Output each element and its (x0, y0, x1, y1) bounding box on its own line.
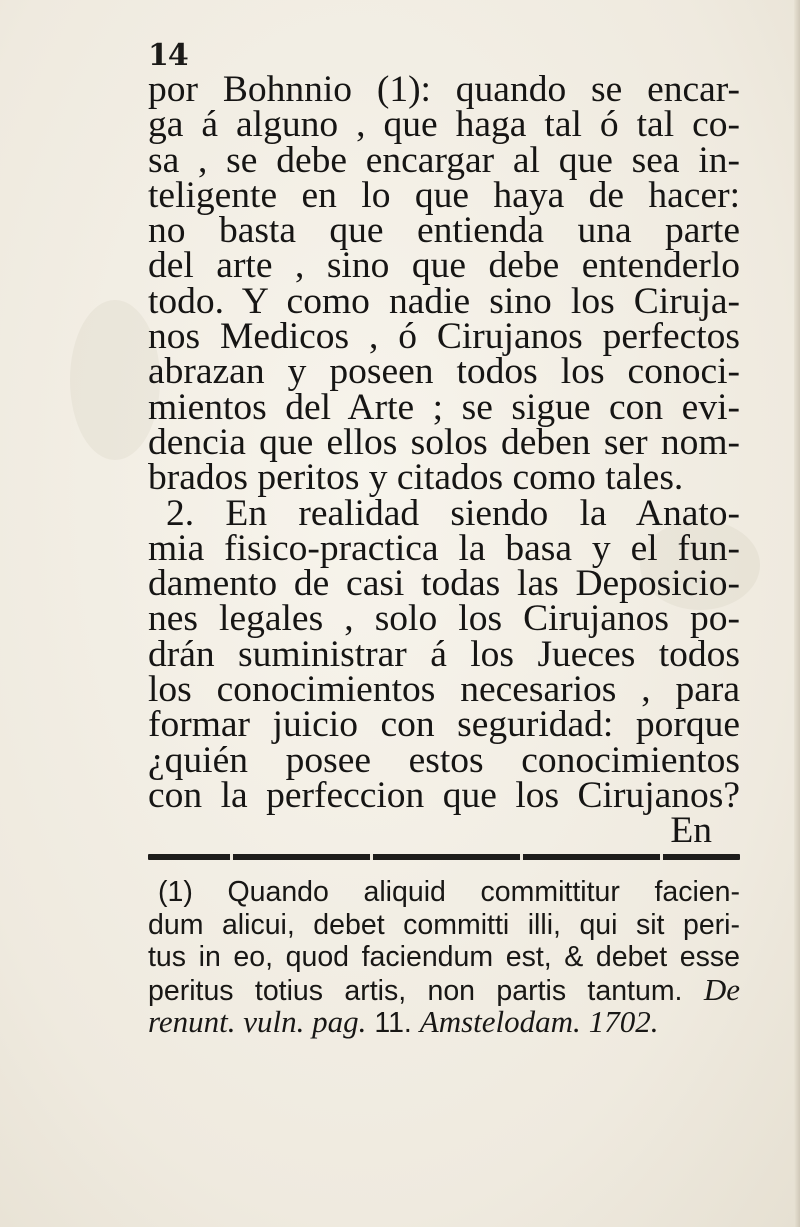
body-text (148, 69, 740, 852)
body-line: sa , se debe encargar al que sea in- (148, 139, 740, 181)
footnote-line: (1) Quando aliquid committitur facien- (158, 876, 740, 908)
footnote (148, 876, 740, 1039)
body-line: todo. Y como nadie sino los Ciruja- (148, 280, 740, 322)
body-line: ga á alguno , que haga tal ó tal co- (148, 104, 740, 146)
rule-gap (370, 854, 373, 860)
paragraph-start-line: 2. En realidad siendo la Anato- (166, 492, 740, 534)
footnote-text: peritus totius artis, non partis tantum. (148, 974, 683, 1007)
body-line: damento de casi todas las Deposicio- (148, 563, 740, 605)
body-line: por Bohnnio (1): quando se encar- (148, 69, 740, 110)
body-line: teligente en lo que haya de hacer: (148, 174, 740, 216)
footnote-rule (148, 854, 740, 860)
body-line: no basta que entienda una parte (148, 210, 740, 252)
body-line: nes legales , solo los Cirujanos po- (148, 598, 740, 640)
body-line: dencia que ellos solos deben ser nom- (148, 421, 740, 463)
rule-gap (230, 854, 233, 860)
body-line: brados peritos y citados como tales. (148, 457, 684, 499)
footnote-citation: renunt. vuln. pag. (148, 1004, 367, 1040)
body-line: mientos del Arte ; se sigue con evi- (148, 386, 740, 428)
footnote-line (148, 1006, 740, 1039)
footnote-citation: De (703, 971, 740, 1007)
footnote-line: tus in eo, quod faciendum est, & debet esse (148, 941, 740, 974)
body-line: abrazan y poseen todos los conoci- (148, 351, 740, 393)
body-line: ¿quién posee estos conocimientos (148, 739, 740, 781)
page-number: 14 (148, 38, 188, 73)
body-line: mia fisico-practica la basa y el fun- (148, 527, 740, 569)
footnote-line: dum alicui, debet committi illi, qui sit peri- (148, 908, 740, 941)
rule-gap (660, 854, 663, 860)
footnote-line (148, 971, 740, 1007)
footnote-page: 11. (374, 1007, 412, 1040)
body-line: del arte , sino que debe entenderlo (148, 245, 740, 287)
footnote-place: Amstelodam. (419, 1004, 581, 1040)
body-line: nos Medicos , ó Cirujanos perfectos (148, 316, 740, 358)
rule-gap (520, 854, 523, 860)
footnote-year: 1702. (588, 1004, 659, 1040)
body-line: formar juicio con seguridad: porque (148, 704, 740, 746)
body-line: drán suministrar á los Jueces todos (148, 633, 740, 675)
body-line: los conocimientos necesarios , para (148, 669, 740, 711)
catchword: En (670, 810, 712, 852)
page-edge (794, 0, 800, 1227)
paper-stain (70, 300, 160, 460)
body-line: con la perfeccion que los Cirujanos? (148, 774, 740, 816)
